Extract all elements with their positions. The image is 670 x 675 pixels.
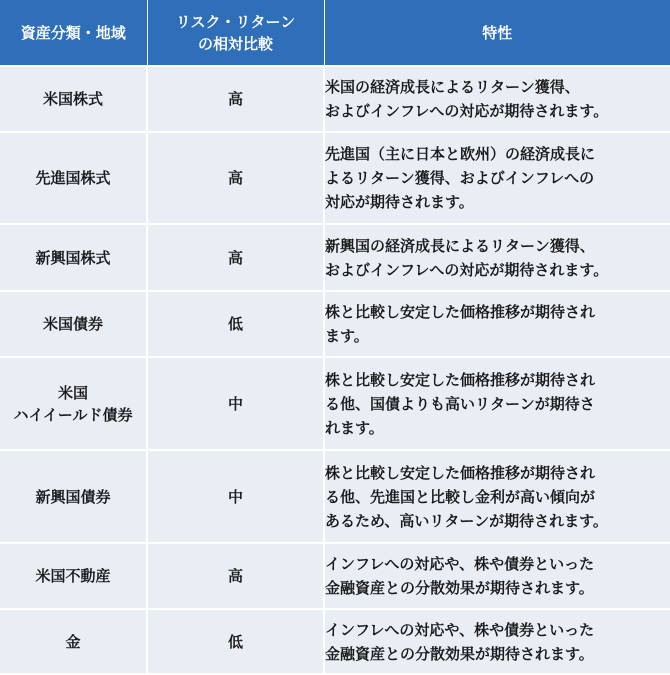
feature-line: る他、先進国と比較し金利が高い傾向が <box>325 487 596 506</box>
feature-line: 株と比較し安定した価格推移が期待され <box>325 303 596 321</box>
row-category <box>0 291 147 357</box>
row-risk: 高 <box>147 224 324 291</box>
header-risk-line2: の相対比較 <box>197 34 273 53</box>
row-risk: 中 <box>147 450 324 543</box>
feature-line: 金融資産との分散効果が期待されます。 <box>325 644 594 663</box>
header-category: 資産分類・地域 <box>0 0 147 66</box>
category-label: ハイイールド債券 <box>13 405 133 424</box>
row-features <box>324 224 670 291</box>
row-category <box>0 224 147 291</box>
header-risk-return <box>147 0 324 66</box>
category-label: 米国株式 <box>42 90 103 108</box>
row-features <box>324 66 670 132</box>
feature-line: インフレへの対応や、株や債券といった <box>325 555 595 573</box>
table-header-row <box>0 0 670 66</box>
header-features: 特性 <box>324 0 670 66</box>
row-risk: 低 <box>147 291 324 357</box>
feature-line: ます。 <box>325 327 369 345</box>
feature-line: 対応が期待されます。 <box>325 193 474 211</box>
feature-line: およびインフレへの対応が期待されます。 <box>325 260 609 279</box>
feature-line: インフレへの対応や、株や債券といった <box>325 620 595 639</box>
row-features <box>324 357 670 450</box>
category-label: 米国 <box>57 383 88 402</box>
feature-line: 新興国の経済成長によるリターン獲得、 <box>325 236 595 255</box>
table-row <box>0 609 670 674</box>
row-risk: 中 <box>147 357 324 450</box>
feature-line: 先進国（主に日本と欧州）の経済成長に <box>325 145 596 163</box>
category-label: 米国不動産 <box>35 567 111 585</box>
row-category <box>0 132 147 224</box>
table-row <box>0 132 670 224</box>
table-row <box>0 357 670 450</box>
row-risk: 低 <box>147 609 324 674</box>
category-label: 金 <box>65 632 81 651</box>
feature-line: れます。 <box>325 418 384 437</box>
table-row <box>0 543 670 609</box>
table-row <box>0 291 670 357</box>
row-features <box>324 543 670 609</box>
row-category <box>0 66 147 132</box>
row-category <box>0 357 147 450</box>
feature-line: 株と比較し安定した価格推移が期待され <box>325 370 596 389</box>
feature-line: 金融資産との分散効果が期待されます。 <box>325 579 594 597</box>
feature-line: 株と比較し安定した価格推移が期待され <box>325 463 596 482</box>
category-label: 新興国株式 <box>35 248 111 267</box>
category-label: 新興国債券 <box>35 487 111 506</box>
row-risk: 高 <box>147 543 324 609</box>
category-label: 米国債券 <box>42 315 103 333</box>
feature-line: 米国の経済成長によるリターン獲得、 <box>325 78 580 96</box>
row-risk: 高 <box>147 132 324 224</box>
row-features <box>324 132 670 224</box>
row-risk: 高 <box>147 66 324 132</box>
table-row <box>0 450 670 543</box>
feature-line: あるため、高いリターンが期待されます。 <box>325 511 608 530</box>
category-label: 先進国株式 <box>35 169 111 187</box>
table-row <box>0 66 670 132</box>
feature-line: る他、国債よりも高いリターンが期待さ <box>325 394 595 413</box>
row-category <box>0 609 147 674</box>
row-features <box>324 450 670 543</box>
row-features <box>324 291 670 357</box>
table-row <box>0 224 670 291</box>
row-category <box>0 543 147 609</box>
row-category <box>0 450 147 543</box>
row-features <box>324 609 670 674</box>
feature-line: よるリターン獲得、およびインフレへの <box>325 169 595 187</box>
feature-line: およびインフレへの対応が期待されます。 <box>325 102 609 120</box>
header-risk-line1: リスク・リターン <box>175 12 296 31</box>
